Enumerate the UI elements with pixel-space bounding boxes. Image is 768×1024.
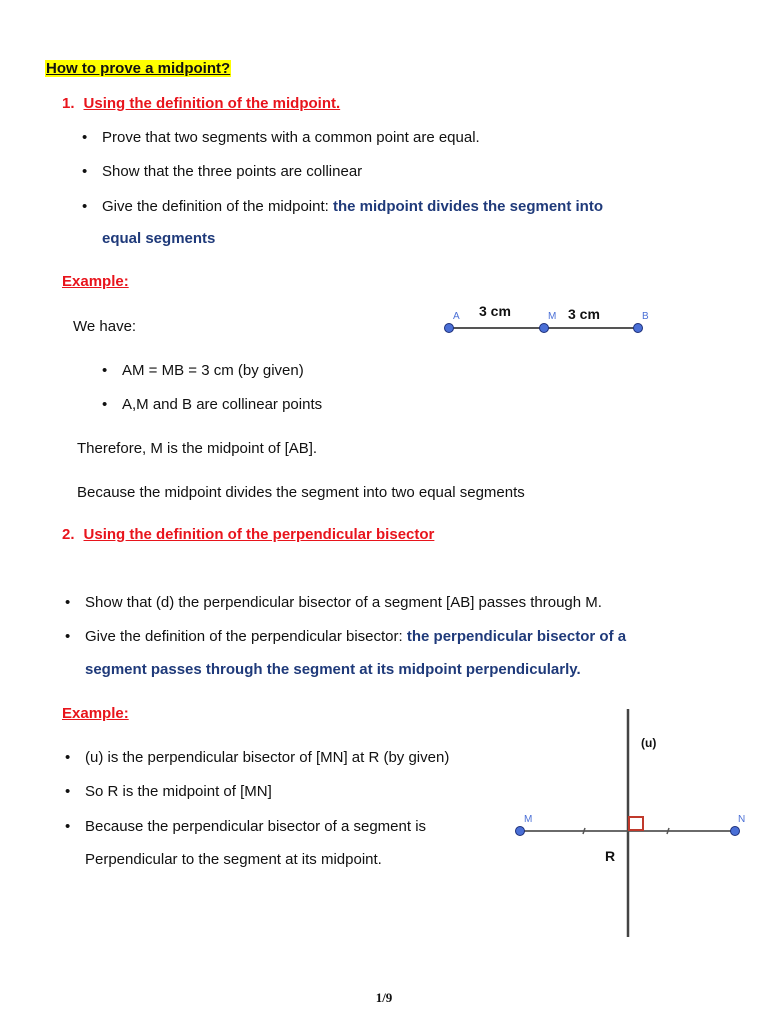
point-b-label: B <box>642 311 649 322</box>
section1-example-label: Example: <box>62 273 129 290</box>
section1-definition-line2: equal segments <box>102 230 216 247</box>
we-have-text: We have: <box>73 318 137 335</box>
point-n-dot <box>731 827 740 836</box>
line-u-label: (u) <box>641 736 657 750</box>
section1-definition-line1: the midpoint divides the segment into <box>332 198 603 215</box>
section1-bullet-3-lead: Give the definition of the midpoint: <box>102 198 333 215</box>
point-m2-label: M <box>524 814 533 825</box>
section1-number: 1. <box>62 95 75 112</box>
section2-bullet-2-lead: Give the definition of the perpendicular bisector: <box>85 628 407 645</box>
page-title: How to prove a midpoint? <box>46 60 231 77</box>
section2-definition-line2: segment passes through the segment at its midpoint perpendicularly. <box>85 661 581 678</box>
section2-definition-line1: the perpendicular bisector of a <box>406 628 627 645</box>
therefore-text: Therefore, M is the midpoint of [AB]. <box>77 440 318 457</box>
section2-bullet-2 <box>85 628 626 645</box>
perpendicular-bisector-figure <box>505 705 760 945</box>
right-angle-marker <box>629 817 643 830</box>
section1-bullet-2: • Show that the three points are collinear <box>102 163 362 180</box>
point-r-label: R <box>605 848 616 864</box>
section2-example-label: Example: <box>62 705 129 722</box>
section1-bullet-1: • Prove that two segments with a common point are equal. <box>102 129 480 146</box>
section1-heading-text: Using the definition of the midpoint. <box>83 95 341 112</box>
point-b-dot <box>634 324 643 333</box>
tick-mark-left <box>583 828 585 834</box>
section2-heading <box>62 526 434 543</box>
section1-bullet-3 <box>102 198 603 215</box>
section1-heading <box>62 95 340 112</box>
example1-bullet-1: • AM = MB = 3 cm (by given) <box>122 362 304 379</box>
length-mb-label: 3 cm <box>568 306 600 322</box>
segment-ab-figure <box>440 298 660 338</box>
length-am-label: 3 cm <box>479 303 511 319</box>
page-number: 1/9 <box>375 990 393 1005</box>
point-a-label: A <box>453 311 460 322</box>
example2-bullet-1: • (u) is the perpendicular bisector of [MN] at R (by given) <box>85 749 449 766</box>
point-m-label: M <box>548 311 557 322</box>
example2-bullet-3: • Because the perpendicular bisector of a segment is <box>85 818 426 835</box>
because-text: Because the midpoint divides the segment into two equal segments <box>77 484 525 501</box>
example2-bullet-2: • So R is the midpoint of [MN] <box>85 783 272 800</box>
point-a-dot <box>445 324 454 333</box>
point-n-label: N <box>738 814 746 825</box>
example2-continuation: Perpendicular to the segment at its midpoint. <box>85 851 382 868</box>
example1-bullet-2: • A,M and B are collinear points <box>122 396 322 413</box>
point-m-dot <box>540 324 549 333</box>
tick-mark-right <box>667 828 669 834</box>
point-m2-dot <box>516 827 525 836</box>
section2-number: 2. <box>62 526 75 543</box>
section2-bullet-1: • Show that (d) the perpendicular bisector of a segment [AB] passes through M. <box>85 594 602 611</box>
section2-heading-text: Using the definition of the perpendicular bisector <box>83 526 435 543</box>
